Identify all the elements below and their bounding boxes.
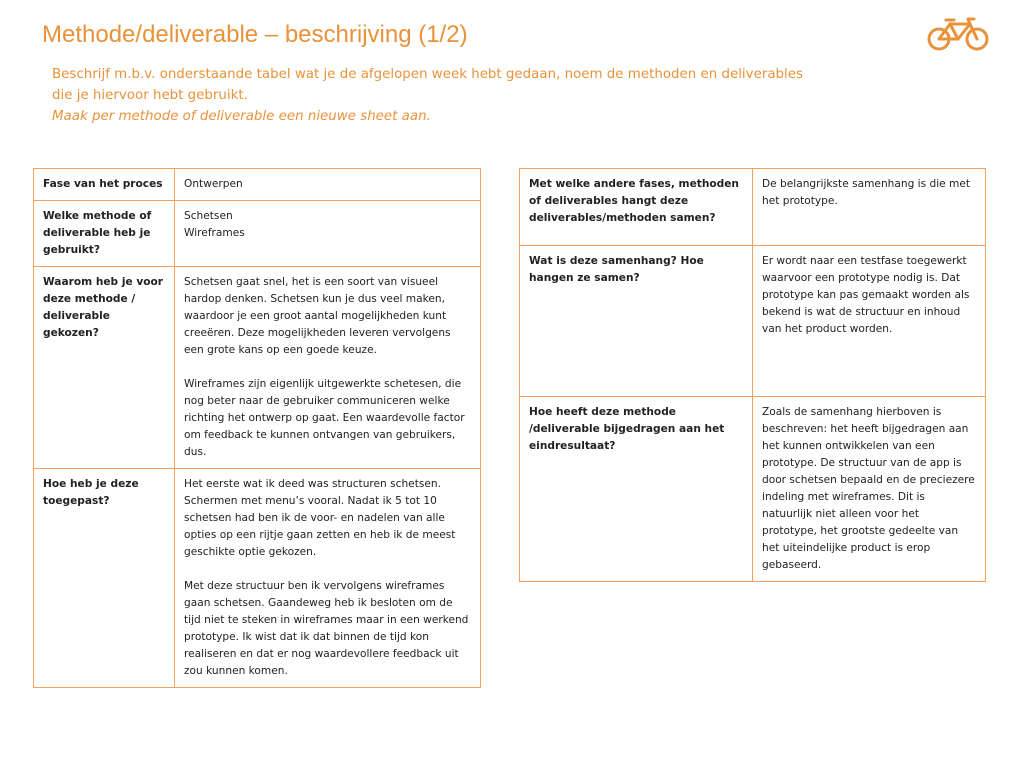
question-cell: Met welke andere fases, methoden of deliverables hangt deze deliverables/methoden samen? [520,169,753,246]
answer-paragraph: Zoals de samenhang hierboven is beschreven: het heeft bijgedragen aan het kunnen ontwikkelen van een prototype. De structuur van de app is door schetsen bepaald en de preciezere indeling met wireframes. Dit is natuurlijk niet alleen voor het prototype, het grootste gedeelte van het uiteindelijke product is erop gebaseerd. [762,406,975,571]
table-row [34,169,481,201]
table-row [34,201,481,267]
question-cell: Waarom heb je voor deze methode / deliverable gekozen? [34,267,175,469]
question-cell: Wat is deze samenhang? Hoe hangen ze samen? [520,246,753,397]
answer-cell [175,267,481,469]
answer-paragraph: Er wordt naar een testfase toegewerkt waarvoor een prototype nodig is. Dat prototype kan pas gemaakt worden als bekend is wat de structuur en inhoud van het product worden. [762,255,970,335]
slide-title: Methode/deliverable – beschrijving (1/2) [42,21,468,48]
table-row [520,397,986,582]
question-cell: Welke methode of deliverable heb je gebruikt? [34,201,175,267]
answer-cell [175,169,481,201]
question-cell: Fase van het proces [34,169,175,201]
table-row [34,469,481,688]
answer-cell [753,246,986,397]
subtitle-italic-instruction: Maak per methode of deliverable een nieuwe sheet aan. [52,109,431,124]
subtitle-instruction: Beschrijf m.b.v. onderstaande tabel wat je de afgelopen week hebt gedaan, noem de methoden en deliverables die je hiervoor hebt gebruikt. [52,67,803,103]
answer-paragraph: Het eerste wat ik deed was structuren schetsen. Schermen met menu’s vooral. Nadat ik 5 tot 10 schetsen had ben ik de voor- en nadelen van alle opties op een rijtje gaan zetten en heb ik de meest geschikte optie gekozen. [184,478,456,558]
left-info-table [33,168,481,688]
answer-paragraph: De belangrijkste samenhang is die met het prototype. [762,178,971,207]
right-info-table [519,168,986,582]
question-cell: Hoe heb je deze toegepast? [34,469,175,688]
answer-cell [753,397,986,582]
answer-cell [753,169,986,246]
table-row [520,169,986,246]
answer-cell [175,469,481,688]
answer-cell [175,201,481,267]
answer-paragraph: Wireframes zijn eigenlijk uitgewerkte schetesen, die nog beter naar de gebruiker communiceren welke richting het ontwerp op gaat. Een waardevolle factor om feedback te kunnen ontvangen van gebruikers, dus. [184,378,465,458]
answer-paragraph: Schetsen Wireframes [184,210,245,239]
question-cell: Hoe heeft deze methode /deliverable bijgedragen aan het eindresultaat? [520,397,753,582]
table-row [520,246,986,397]
bicycle-icon [926,16,990,52]
answer-paragraph: Met deze structuur ben ik vervolgens wireframes gaan schetsen. Gaandeweg heb ik besloten om de tijd niet te steken in wireframes maar in een werkend prototype. Ik wist dat ik dat binnen de tijd kon realiseren en dat er nog waardevollere feedback uit zou kunnen komen. [184,580,469,677]
table-row [34,267,481,469]
answer-paragraph: Ontwerpen [184,178,243,190]
answer-paragraph: Schetsen gaat snel, het is een soort van visueel hardop denken. Schetsen kun je dus veel maken, waardoor je een groot aantal mogelijkheden kunt creeëren. Deze mogelijkheden leveren vervolgens een grote kans op een goede keuze. [184,276,451,356]
slide-subtitle [52,64,812,127]
